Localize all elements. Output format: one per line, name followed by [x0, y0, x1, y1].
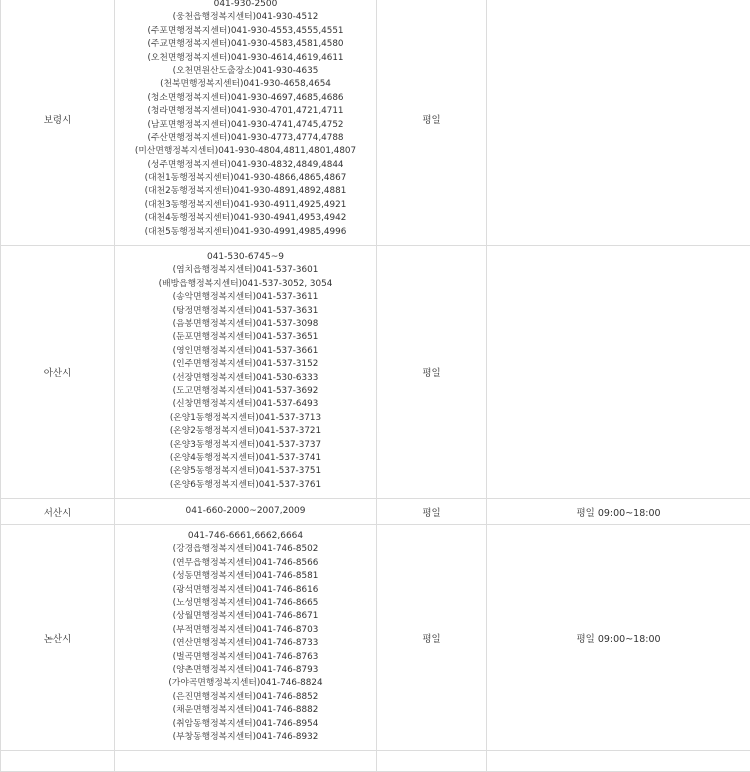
- center-phone: (웅천읍행정복지센터)041-930-4512: [115, 11, 376, 24]
- main-phone: 041-530-6745~9: [115, 251, 376, 264]
- center-phone: (주교면행정복지센터)041-930-4583,4581,4580: [115, 38, 376, 51]
- center-phone: (부창동행정복지센터)041-746-8932: [115, 731, 376, 744]
- center-phone: (대천4동행정복지센터)041-930-4941,4953,4942: [115, 212, 376, 225]
- center-phone: (청라면행정복지센터)041-930-4701,4721,4711: [115, 105, 376, 118]
- center-phone: (남포면행정복지센터)041-930-4741,4745,4752: [115, 119, 376, 132]
- center-phone: (온양6동행정복지센터)041-537-3761: [115, 479, 376, 492]
- center-phone: (은진면행정복지센터)041-746-8852: [115, 691, 376, 704]
- day-cell: 평일: [377, 0, 487, 246]
- main-phone: 041-746-6661,6662,6664: [115, 530, 376, 543]
- center-phone: (부적면행정복지센터)041-746-8703: [115, 624, 376, 637]
- main-phone: 041-660-2000~2007,2009: [115, 505, 376, 518]
- hours-cell: [487, 0, 750, 246]
- center-phone: (영인면행정복지센터)041-537-3661: [115, 345, 376, 358]
- center-phone: (천북면행정복지센터)041-930-4658,4654: [115, 78, 376, 91]
- region-cell: 보령시: [1, 0, 115, 246]
- center-phone: (양촌면행정복지센터)041-746-8793: [115, 664, 376, 677]
- table-row: [1, 246, 750, 499]
- center-phone: (음봉면행정복지센터)041-537-3098: [115, 318, 376, 331]
- center-phone: (대천2동행정복지센터)041-930-4891,4892,4881: [115, 185, 376, 198]
- center-phone: (온양4동행정복지센터)041-537-3741: [115, 452, 376, 465]
- center-phone: (주포면행정복지센터)041-930-4553,4555,4551: [115, 25, 376, 38]
- table-row: [1, 499, 750, 525]
- center-phone: (탕정면행정복지센터)041-537-3631: [115, 305, 376, 318]
- hours-cell: 평일 09:00~18:00: [487, 499, 750, 525]
- center-phone: (연무읍행정복지센터)041-746-8566: [115, 557, 376, 570]
- center-phone: (주산면행정복지센터)041-930-4773,4774,4788: [115, 132, 376, 145]
- center-phone: (둔포면행정복지센터)041-537-3651: [115, 331, 376, 344]
- hours-cell: 평일 09:00~18:00: [487, 525, 750, 751]
- center-phone: (채운면행정복지센터)041-746-8882: [115, 704, 376, 717]
- day-cell: 평일: [377, 499, 487, 525]
- center-phone: (온양1동행정복지센터)041-537-3713: [115, 412, 376, 425]
- center-phone: (온양2동행정복지센터)041-537-3721: [115, 425, 376, 438]
- center-phone: (성주면행정복지센터)041-930-4832,4849,4844: [115, 159, 376, 172]
- table-body: [1, 0, 750, 772]
- center-phone: (대천3동행정복지센터)041-930-4911,4925,4921: [115, 199, 376, 212]
- region-cell: 서산시: [1, 499, 115, 525]
- phone-cell: [115, 246, 377, 499]
- table-row: [1, 525, 750, 751]
- center-phone: (온양5동행정복지센터)041-537-3751: [115, 465, 376, 478]
- center-phone: (벌곡면행정복지센터)041-746-8763: [115, 651, 376, 664]
- phone-cell: [115, 525, 377, 751]
- center-phone: (선장면행정복지센터)041-530-6333: [115, 372, 376, 385]
- center-phone: (염치읍행정복지센터)041-537-3601: [115, 264, 376, 277]
- hours-cell: [487, 246, 750, 499]
- table-row-next: [1, 751, 750, 772]
- table-row: [1, 0, 750, 246]
- center-phone: (인주면행정복지센터)041-537-3152: [115, 358, 376, 371]
- center-phone: (배방읍행정복지센터)041-537-3052, 3054: [115, 278, 376, 291]
- center-phone: (신창면행정복지센터)041-537-6493: [115, 398, 376, 411]
- center-phone: (오천면원산도출장소)041-930-4635: [115, 65, 376, 78]
- center-phone: (취암동행정복지센터)041-746-8954: [115, 718, 376, 731]
- center-phone: (미산면행정복지센터)041-930-4804,4811,4801,4807: [115, 145, 376, 158]
- center-phone: (송악면행정복지센터)041-537-3611: [115, 291, 376, 304]
- center-phone: (연산면행정복지센터)041-746-8733: [115, 637, 376, 650]
- day-cell: 평일: [377, 525, 487, 751]
- center-phone: (청소면행정복지센터)041-930-4697,4685,4686: [115, 92, 376, 105]
- center-phone: (온양3동행정복지센터)041-537-3737: [115, 439, 376, 452]
- center-phone: (대천1동행정복지센터)041-930-4866,4865,4867: [115, 172, 376, 185]
- region-cell: 논산시: [1, 525, 115, 751]
- phone-cell: [115, 0, 377, 246]
- phone-cell: [115, 499, 377, 525]
- center-phone: (대천5동행정복지센터)041-930-4991,4985,4996: [115, 226, 376, 239]
- center-phone: (도고면행정복지센터)041-537-3692: [115, 385, 376, 398]
- day-cell: 평일: [377, 246, 487, 499]
- center-phone: (노성면행정복지센터)041-746-8665: [115, 597, 376, 610]
- main-phone: 041-930-2500: [115, 0, 376, 11]
- center-phone: (광석면행정복지센터)041-746-8616: [115, 584, 376, 597]
- region-cell: 아산시: [1, 246, 115, 499]
- center-phone: (가야곡면행정복지센터)041-746-8824: [115, 677, 376, 690]
- center-phone: (상월면행정복지센터)041-746-8671: [115, 610, 376, 623]
- center-phone: (성동면행정복지센터)041-746-8581: [115, 570, 376, 583]
- center-phone: (강경읍행정복지센터)041-746-8502: [115, 543, 376, 556]
- center-phone: (오천면행정복지센터)041-930-4614,4619,4611: [115, 52, 376, 65]
